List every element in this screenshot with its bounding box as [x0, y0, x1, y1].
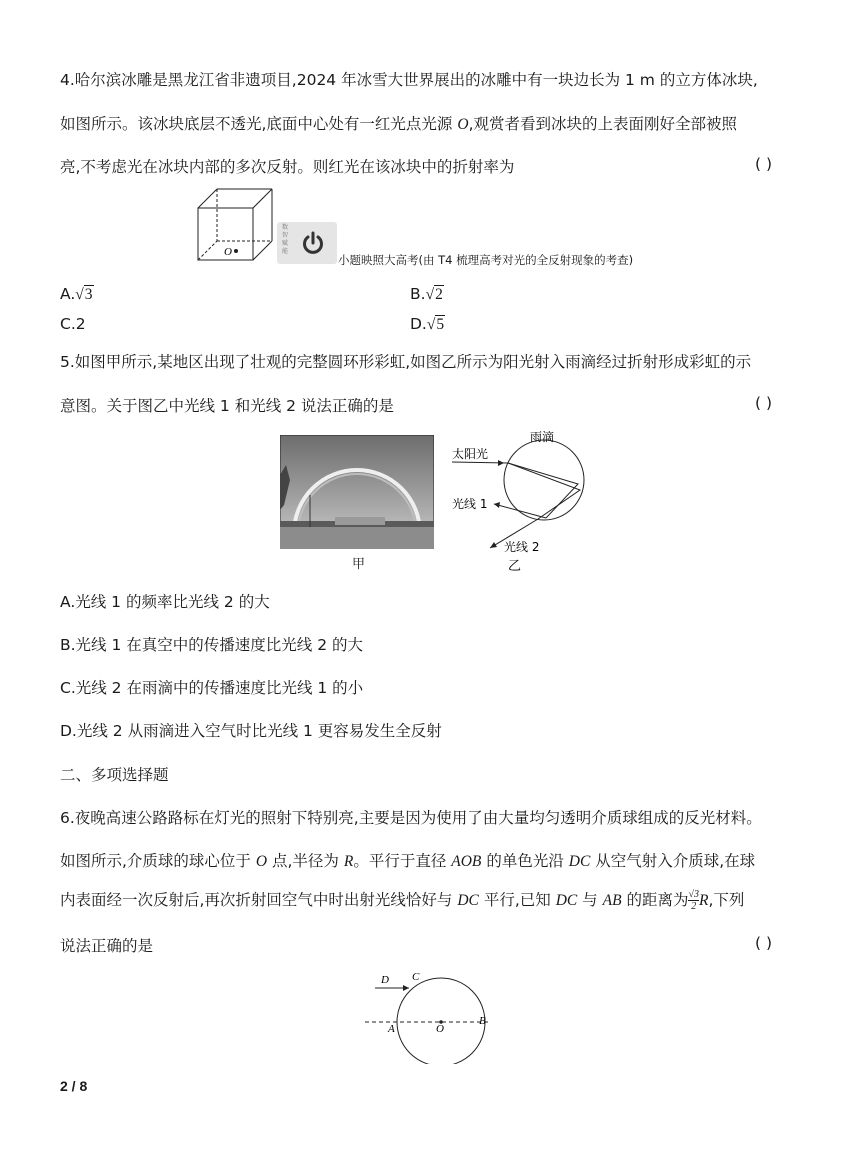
q5-option-b[interactable]: B.光线 1 在真空中的传播速度比光线 2 的大 — [60, 636, 363, 654]
text-span: 内表面经一次反射后,再次折射回空气中时出射光线恰好与 — [60, 891, 458, 909]
q4-line-2-b: ,观赏者看到冰块的上表面刚好全部被照 — [468, 115, 737, 133]
label-o: O — [436, 1023, 444, 1035]
q5-option-a[interactable]: A.光线 1 的频率比光线 2 的大 — [60, 593, 270, 611]
q4-line-1: 4.哈尔滨冰雕是黑龙江省非遗项目,2024 年冰雪大世界展出的冰雕中有一块边长为 1 m 的立方体冰块, — [60, 71, 758, 89]
q4-option-a[interactable] — [60, 285, 94, 304]
q6-line-4: 说法正确的是 — [60, 937, 154, 955]
raindrop-label: 雨滴 — [530, 430, 555, 444]
page-number: 2 / 8 — [60, 1078, 88, 1094]
fraction-numerator: √3 — [688, 889, 699, 900]
q4-point-o: O — [457, 116, 469, 133]
text-span: 如图所示,介质球的球心位于 — [60, 852, 256, 870]
sqrt-symbol: √5 — [426, 316, 445, 333]
ray-1-label: 光线 1 — [452, 497, 488, 511]
light-source-dot — [234, 249, 238, 253]
photo-road — [280, 527, 434, 549]
math-var: DC — [555, 892, 578, 909]
q4-line-3: 亮,不考虑光在冰块内部的多次反射。则红光在该冰块中的折射率为 — [60, 158, 515, 176]
q6-line-3 — [60, 888, 744, 912]
rainbow-photo — [280, 435, 434, 549]
text-span: 。平行于直径 — [353, 852, 452, 870]
text-span: 平行,已知 — [478, 891, 556, 909]
ray-path-1 — [508, 463, 578, 518]
arrow-icon — [403, 985, 409, 991]
label-a: A — [388, 1023, 395, 1035]
math-var: AB — [602, 892, 622, 909]
math-var: R — [698, 892, 709, 909]
option-prefix: D. — [410, 315, 427, 333]
q5-line-2: 意图。关于图乙中光线 1 和光线 2 说法正确的是 — [60, 397, 394, 415]
math-var: O — [255, 853, 268, 870]
math-var: DC — [568, 853, 591, 870]
sunlight-label: 太阳光 — [452, 447, 489, 461]
cube-edge — [198, 189, 217, 208]
text-span: 点,半径为 — [267, 852, 344, 870]
sqrt-value: 3 — [84, 286, 93, 303]
q4-option-b[interactable] — [410, 285, 444, 304]
badge-text: 数智赋能 — [281, 224, 288, 255]
sqrt-value: 2 — [435, 286, 443, 303]
math-var: R — [343, 853, 354, 870]
q5-answer-paren: ( ) — [755, 394, 773, 412]
cube-hidden-edge — [198, 241, 217, 260]
text-span: ,下列 — [708, 891, 745, 909]
photo-building — [335, 517, 385, 525]
q6-line-1: 6.夜晚高速公路路标在灯光的照射下特别亮,主要是因为使用了由大量均匀透明介质球组成的反光材料。 — [60, 809, 762, 827]
raindrop-circle — [504, 440, 584, 520]
q4-line-2 — [60, 112, 737, 134]
text-span: 的距离为 — [621, 891, 689, 909]
text-span: 与 — [577, 891, 603, 909]
sqrt-value: 5 — [436, 316, 445, 333]
text-span: 从空气射入介质球,在球 — [590, 852, 756, 870]
text-span: 的单色光沿 — [481, 852, 569, 870]
sqrt-symbol: √2 — [425, 286, 443, 303]
q4-line-2-a: 如图所示。该冰块底层不透光,底面中心处有一红光点光源 — [60, 115, 458, 133]
label-b: B — [479, 1015, 486, 1027]
digital-badge[interactable] — [277, 222, 337, 264]
label-c: C — [412, 971, 420, 983]
fraction-denominator: 2 — [691, 901, 697, 912]
q4-option-c[interactable]: C.2 — [60, 315, 86, 333]
label-d: D — [381, 974, 389, 986]
q6-answer-paren: ( ) — [755, 934, 773, 952]
arrow-icon — [490, 542, 497, 548]
q5-line-1: 5.如图甲所示,某地区出现了壮观的完整圆环形彩虹,如图乙所示为阳光射入雨滴经过折射形成彩虹的示 — [60, 353, 752, 371]
math-var: AOB — [451, 853, 482, 870]
label-o: O — [224, 246, 232, 258]
option-prefix: A. — [60, 285, 76, 303]
section-heading: 二、多项选择题 — [60, 766, 169, 784]
ray-2-label: 光线 2 — [504, 540, 540, 554]
option-prefix: B. — [410, 285, 426, 303]
arrow-icon — [494, 502, 500, 508]
sqrt-symbol: √3 — [75, 286, 93, 303]
cube-edge — [253, 189, 272, 208]
fig-label-jia: 甲 — [352, 557, 366, 572]
arrow-icon — [498, 460, 504, 466]
q4-option-d[interactable] — [410, 315, 445, 334]
ray-1-exit — [494, 504, 546, 518]
sphere-diagram — [365, 968, 495, 1064]
raindrop-diagram — [442, 428, 592, 576]
q4-caption: 小题映照大高考(由 T4 梳理高考对光的全反射现象的考查) — [338, 253, 634, 267]
cube-figure — [195, 185, 275, 265]
q5-option-c[interactable]: C.光线 2 在雨滴中的传播速度比光线 1 的小 — [60, 679, 364, 697]
math-var: DC — [457, 892, 479, 909]
fraction — [688, 889, 699, 912]
power-icon[interactable] — [299, 229, 327, 257]
q6-line-2 — [60, 849, 755, 871]
fig-label-yi: 乙 — [508, 559, 522, 574]
q5-option-d[interactable]: D.光线 2 从雨滴进入空气时比光线 1 更容易发生全反射 — [60, 722, 442, 740]
q4-answer-paren: ( ) — [755, 155, 773, 173]
cube-edge — [253, 241, 272, 260]
